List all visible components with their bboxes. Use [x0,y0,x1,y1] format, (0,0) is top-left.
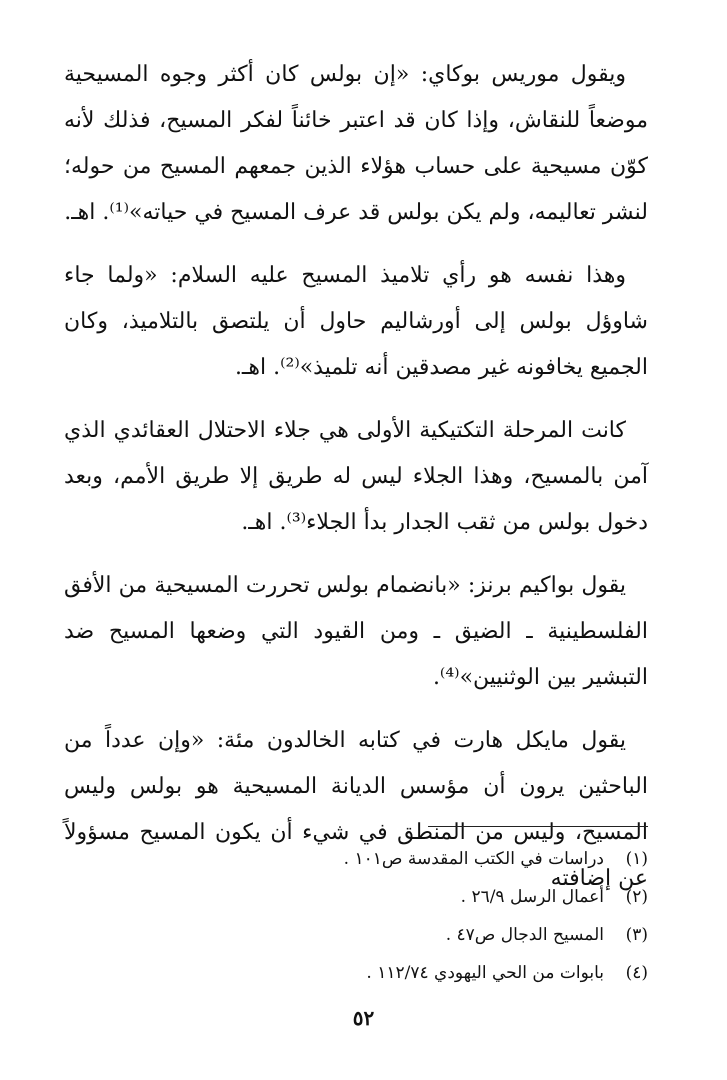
footnote-number: (٤) [625,963,648,983]
main-text [64,52,648,919]
paragraph-tactical-stage: كانت المرحلة التكتيكية الأولى هي جلاء الاحتلال العقائدي الذي آمن بالمسيح، وهذا الجلاء ليس له طريق إلا طريق الأمم، وبعد دخول بولس من ثقب الجدار بدأ الجلاء⁽³⁾. اهـ. [64,418,648,535]
page-number: ٥٢ [352,1006,375,1030]
footnote-2 [88,878,648,916]
footnote-text: المسيح الدجال ص٤٧ . [445,925,604,945]
footnote-4 [88,954,648,992]
footnote-text: دراسات في الكتب المقدسة ص١٠١ . [343,849,604,869]
footnote-1 [88,840,648,878]
paragraph-disciples: وهذا نفسه هو رأي تلاميذ المسيح عليه السلام: «ولما جاء شاوؤل بولس إلى أورشاليم حاول أن يلتصق بالتلاميذ، وكان الجميع يخافونه غير مصدقين أنه تلميذ»⁽²⁾. اهـ. [64,263,648,380]
footnote-number: (١) [625,849,648,869]
footnote-text: أعمال الرسل ٢٦/٩ . [460,887,604,907]
paragraph-hart-quote: يقول مايكل هارت في كتابه الخالدون مئة: «وإن عدداً من الباحثين يرون أن مؤسس الديانة المسيحية هو بولس وليس المسيح، وليس من المنطق في شيء أن يكون المسيح مسؤولاً عن إضافته [64,728,648,891]
footnote-number: (٢) [625,887,648,907]
footnote-3 [88,916,648,954]
footnotes-list [88,840,648,992]
paragraph-bucaille-quote: ويقول موريس بوكاي: «إن بولس كان أكثر وجوه المسيحية موضعاً للنقاش، وإذا كان قد اعتبر خائناً لفكر المسيح، فذلك لأنه كوّن مسيحية على حساب هؤلاء الذين جمعهم المسيح من حوله؛ لنشر تعاليمه، ولم يكن بولس قد عرف المسيح في حياته»⁽¹⁾. اهـ. [64,62,648,225]
footnote-text: بابوات من الحي اليهودي ١١٢/٧٤ . [366,963,604,983]
footnote-divider [428,826,648,827]
footnote-number: (٣) [625,925,648,945]
paragraph-burns-quote: يقول بواكيم برنز: «بانضمام بولس تحررت المسيحية من الأفق الفلسطينية ـ الضيق ـ ومن القيود التي وضعها المسيح ضد التبشير بين الوثنيين»⁽⁴⁾. [64,573,648,690]
